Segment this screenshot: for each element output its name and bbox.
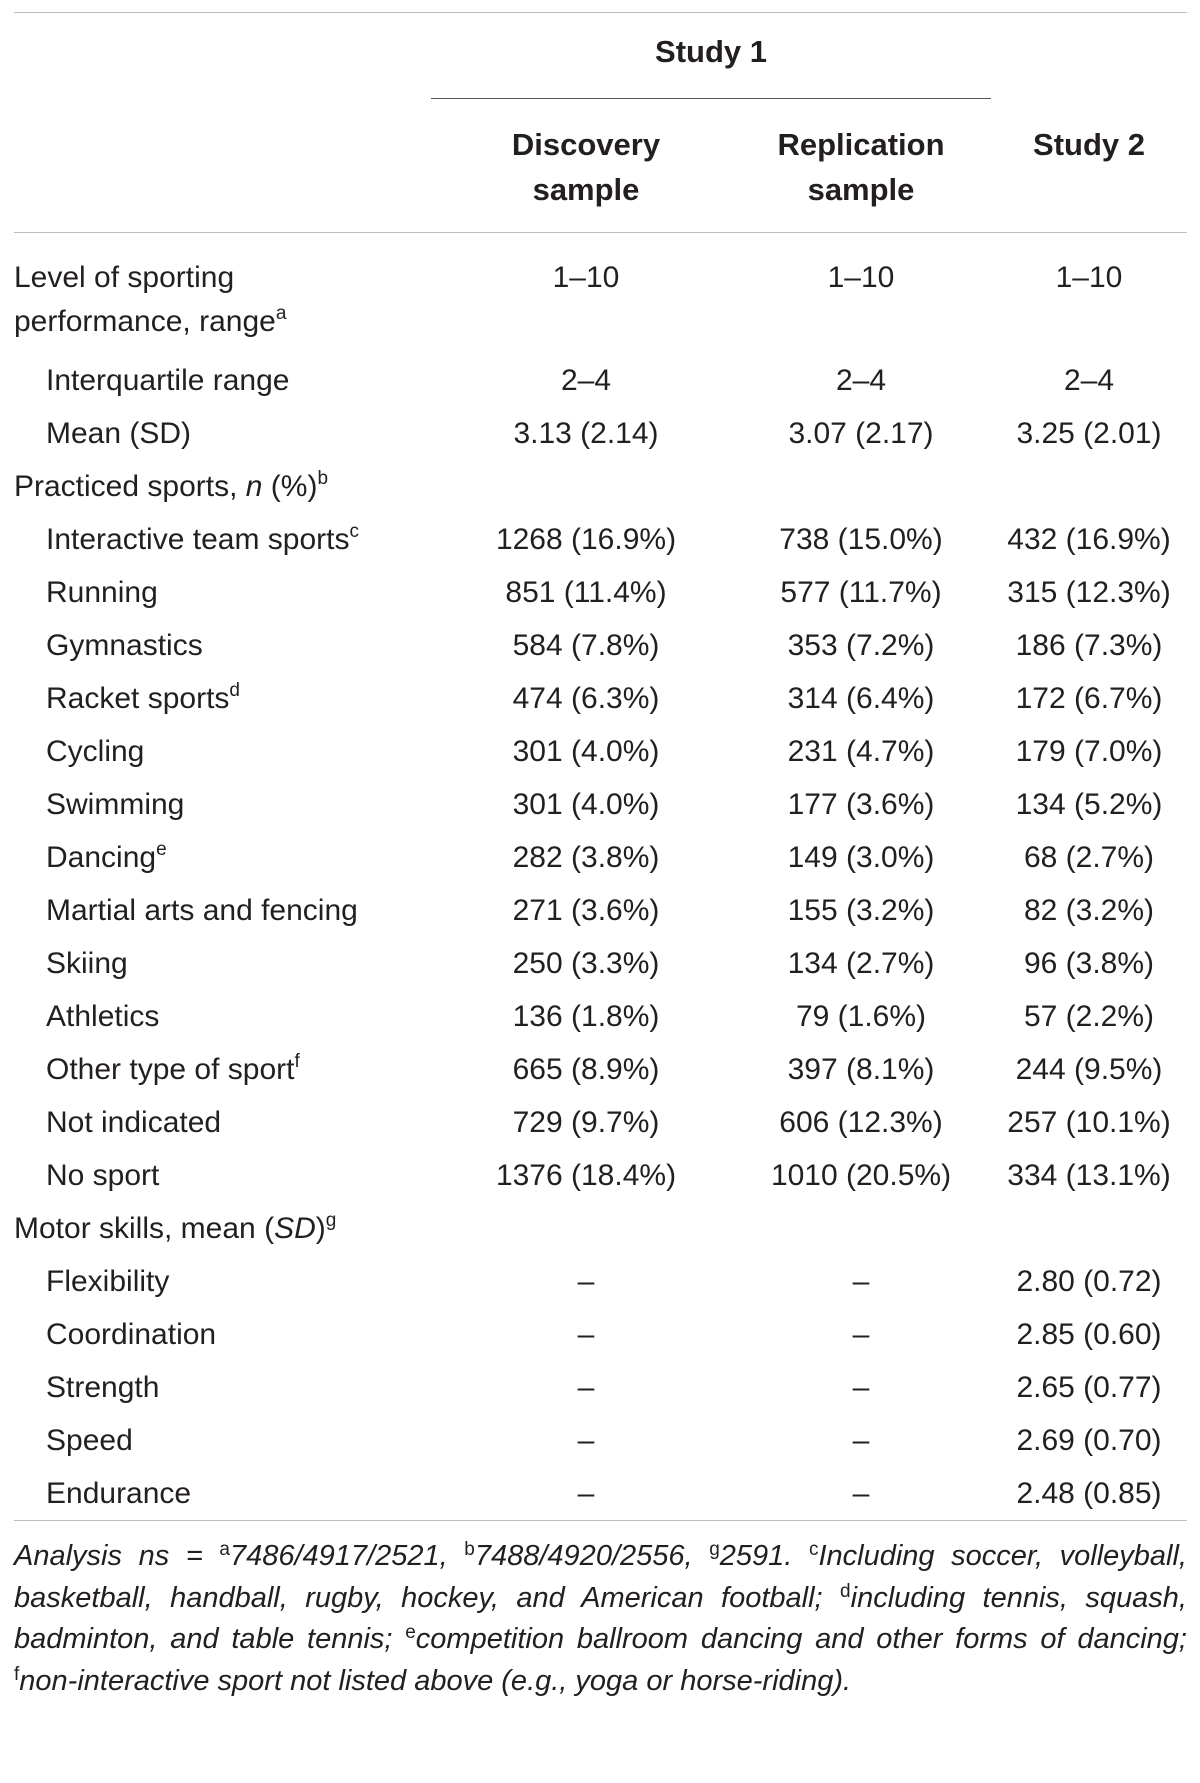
cell-discovery: 1–10 — [552, 261, 620, 294]
row-label: Other type of sport$^f$ — [46, 1051, 300, 1086]
row-label: Athletics — [46, 1000, 160, 1033]
table-row — [14, 1255, 1187, 1308]
bottom-rule — [14, 1520, 1187, 1521]
cell-replication: 3.07 (2.17) — [788, 417, 934, 450]
row-label: Flexibility — [46, 1265, 170, 1298]
cell-replication: – — [852, 1371, 870, 1404]
table-row — [14, 778, 1187, 831]
cell-replication: 353 (7.2%) — [787, 629, 935, 662]
cell-discovery: 271 (3.6%) — [512, 894, 660, 927]
col-header-discovery-line1: Discovery — [511, 127, 661, 162]
table-row — [14, 672, 1187, 725]
cell-discovery: 665 (8.9%) — [512, 1053, 660, 1086]
row-label: Racket sports$^d$ — [46, 680, 240, 715]
table-row — [14, 619, 1187, 672]
cell-study2: 3.25 (2.01) — [1016, 417, 1162, 450]
cell-discovery: 2–4 — [560, 364, 612, 397]
cell-discovery: – — [577, 1265, 595, 1298]
table-row — [14, 1414, 1187, 1467]
table-row — [14, 256, 1187, 354]
cell-discovery: 584 (7.8%) — [512, 629, 660, 662]
cell-discovery: 250 (3.3%) — [512, 947, 660, 980]
cell-discovery: – — [577, 1371, 595, 1404]
cell-discovery: 301 (4.0%) — [512, 788, 660, 821]
table-row — [14, 1149, 1187, 1202]
cell-replication: 149 (3.0%) — [787, 841, 935, 874]
cell-study2: 2.80 (0.72) — [1016, 1265, 1162, 1298]
cell-replication: 314 (6.4%) — [787, 682, 935, 715]
row-label: Practiced sports, n (%)$^b$ — [14, 468, 329, 503]
cell-discovery: 136 (1.8%) — [512, 1000, 660, 1033]
table-row — [14, 884, 1187, 937]
cell-replication: 2–4 — [835, 364, 887, 397]
cell-replication: 134 (2.7%) — [787, 947, 935, 980]
cell-study2: 172 (6.7%) — [1015, 682, 1163, 715]
cell-study2: 186 (7.3%) — [1015, 629, 1163, 662]
row-label: No sport — [46, 1159, 160, 1192]
cell-replication: 177 (3.6%) — [787, 788, 935, 821]
row-label: Not indicated — [46, 1106, 222, 1139]
row-label: Interquartile range — [46, 364, 290, 397]
cell-replication: 155 (3.2%) — [787, 894, 935, 927]
row-label: Cycling — [46, 735, 145, 768]
table-footnote: Analysis ns = $^a$7486/4917/2521, $^b$7488/4920/2556, $^g$2591. $^c$Including soccer, volleyball, basketball, handball, rugby, hockey, and American football; $^d$including tennis, squash, badminton, and table tennis; $^e$competition ballroom dancing and other forms of dancing; $^f$non-interactive sport not listed above (e.g., yoga or horse-riding). — [14, 1539, 1187, 1697]
cell-replication: 397 (8.1%) — [787, 1053, 935, 1086]
cell-study2: 1–10 — [1055, 261, 1123, 294]
cell-study2: 315 (12.3%) — [1007, 576, 1171, 609]
cell-study2: 179 (7.0%) — [1015, 735, 1163, 768]
table-row — [14, 460, 1187, 513]
row-label: Motor skills, mean (SD)$^g$ — [14, 1210, 337, 1245]
study1-group-header: Study 1 — [655, 34, 767, 69]
cell-replication: 231 (4.7%) — [787, 735, 935, 768]
row-label: Martial arts and fencing — [46, 894, 358, 927]
col-header-study2-line1: Study 2 — [1033, 127, 1145, 162]
row-label: Speed — [46, 1424, 133, 1457]
cell-replication: 606 (12.3%) — [779, 1106, 943, 1139]
cell-study2: 257 (10.1%) — [1007, 1106, 1171, 1139]
row-label: Skiing — [46, 947, 128, 980]
cell-study2: 432 (16.9%) — [1007, 523, 1171, 556]
row-label: Strength — [46, 1371, 160, 1404]
cell-study2: 2.85 (0.60) — [1016, 1318, 1162, 1351]
table-row — [14, 566, 1187, 619]
row-label: Mean (SD) — [46, 417, 192, 450]
cell-discovery: 729 (9.7%) — [512, 1106, 660, 1139]
cell-discovery: 1268 (16.9%) — [495, 523, 677, 556]
table-row — [14, 1096, 1187, 1149]
cell-discovery: – — [577, 1477, 595, 1510]
row-label: Level of sporting performance, range$^a$ — [14, 261, 287, 338]
header-rule — [14, 232, 1187, 233]
cell-replication: 79 (1.6%) — [795, 1000, 927, 1033]
row-label: Dancing$^e$ — [46, 839, 167, 874]
cell-study2: 334 (13.1%) — [1007, 1159, 1171, 1192]
col-header-replication-line1: Replication — [777, 127, 945, 162]
table-row — [14, 1361, 1187, 1414]
row-label: Endurance — [46, 1477, 192, 1510]
row-label: Interactive team sports$^c$ — [46, 521, 359, 556]
col-header-replication-line2: sample — [807, 172, 915, 207]
table-row — [14, 1308, 1187, 1361]
row-label: Coordination — [46, 1318, 217, 1351]
top-rule — [14, 12, 1187, 13]
cell-replication: 577 (11.7%) — [780, 576, 942, 609]
cell-replication: 1–10 — [827, 261, 895, 294]
cell-study2: 82 (3.2%) — [1023, 894, 1155, 927]
cell-replication: – — [852, 1318, 870, 1351]
cell-study2: 2–4 — [1063, 364, 1115, 397]
cell-study2: 2.48 (0.85) — [1016, 1477, 1162, 1510]
cell-replication: 1010 (20.5%) — [770, 1159, 952, 1192]
cell-replication: – — [852, 1424, 870, 1457]
cell-study2: 57 (2.2%) — [1023, 1000, 1155, 1033]
col-header-discovery — [441, 122, 731, 212]
table-row — [14, 513, 1187, 566]
table-row — [14, 937, 1187, 990]
table-row — [14, 1202, 1187, 1255]
cell-study2: 2.69 (0.70) — [1016, 1424, 1162, 1457]
col-header-discovery-line2: sample — [532, 172, 640, 207]
cell-discovery: 3.13 (2.14) — [513, 417, 659, 450]
col-header-study2 — [991, 122, 1187, 167]
table-row — [14, 831, 1187, 884]
table-row — [14, 407, 1187, 460]
cell-study2: 68 (2.7%) — [1023, 841, 1155, 874]
row-label: Running — [46, 576, 158, 609]
cell-discovery: – — [577, 1318, 595, 1351]
table-row — [14, 354, 1187, 407]
cell-discovery: – — [577, 1424, 595, 1457]
cell-discovery: 851 (11.4%) — [505, 576, 667, 609]
table-row — [14, 725, 1187, 778]
cell-study2: 244 (9.5%) — [1015, 1053, 1163, 1086]
cell-replication: – — [852, 1477, 870, 1510]
cell-discovery: 282 (3.8%) — [512, 841, 660, 874]
cell-replication: 738 (15.0%) — [779, 523, 943, 556]
cell-discovery: 1376 (18.4%) — [495, 1159, 677, 1192]
cell-study2: 134 (5.2%) — [1015, 788, 1163, 821]
row-label: Swimming — [46, 788, 185, 821]
cell-discovery: 474 (6.3%) — [512, 682, 660, 715]
row-label: Gymnastics — [46, 629, 203, 662]
col-header-replication — [731, 122, 991, 212]
cell-study2: 2.65 (0.77) — [1016, 1371, 1162, 1404]
cell-replication: – — [852, 1265, 870, 1298]
table-row — [14, 1467, 1187, 1520]
table-row — [14, 990, 1187, 1043]
cell-discovery: 301 (4.0%) — [512, 735, 660, 768]
table-row — [14, 1043, 1187, 1096]
cell-study2: 96 (3.8%) — [1023, 947, 1155, 980]
study1-underline — [431, 98, 991, 99]
table-body — [14, 256, 1187, 1520]
